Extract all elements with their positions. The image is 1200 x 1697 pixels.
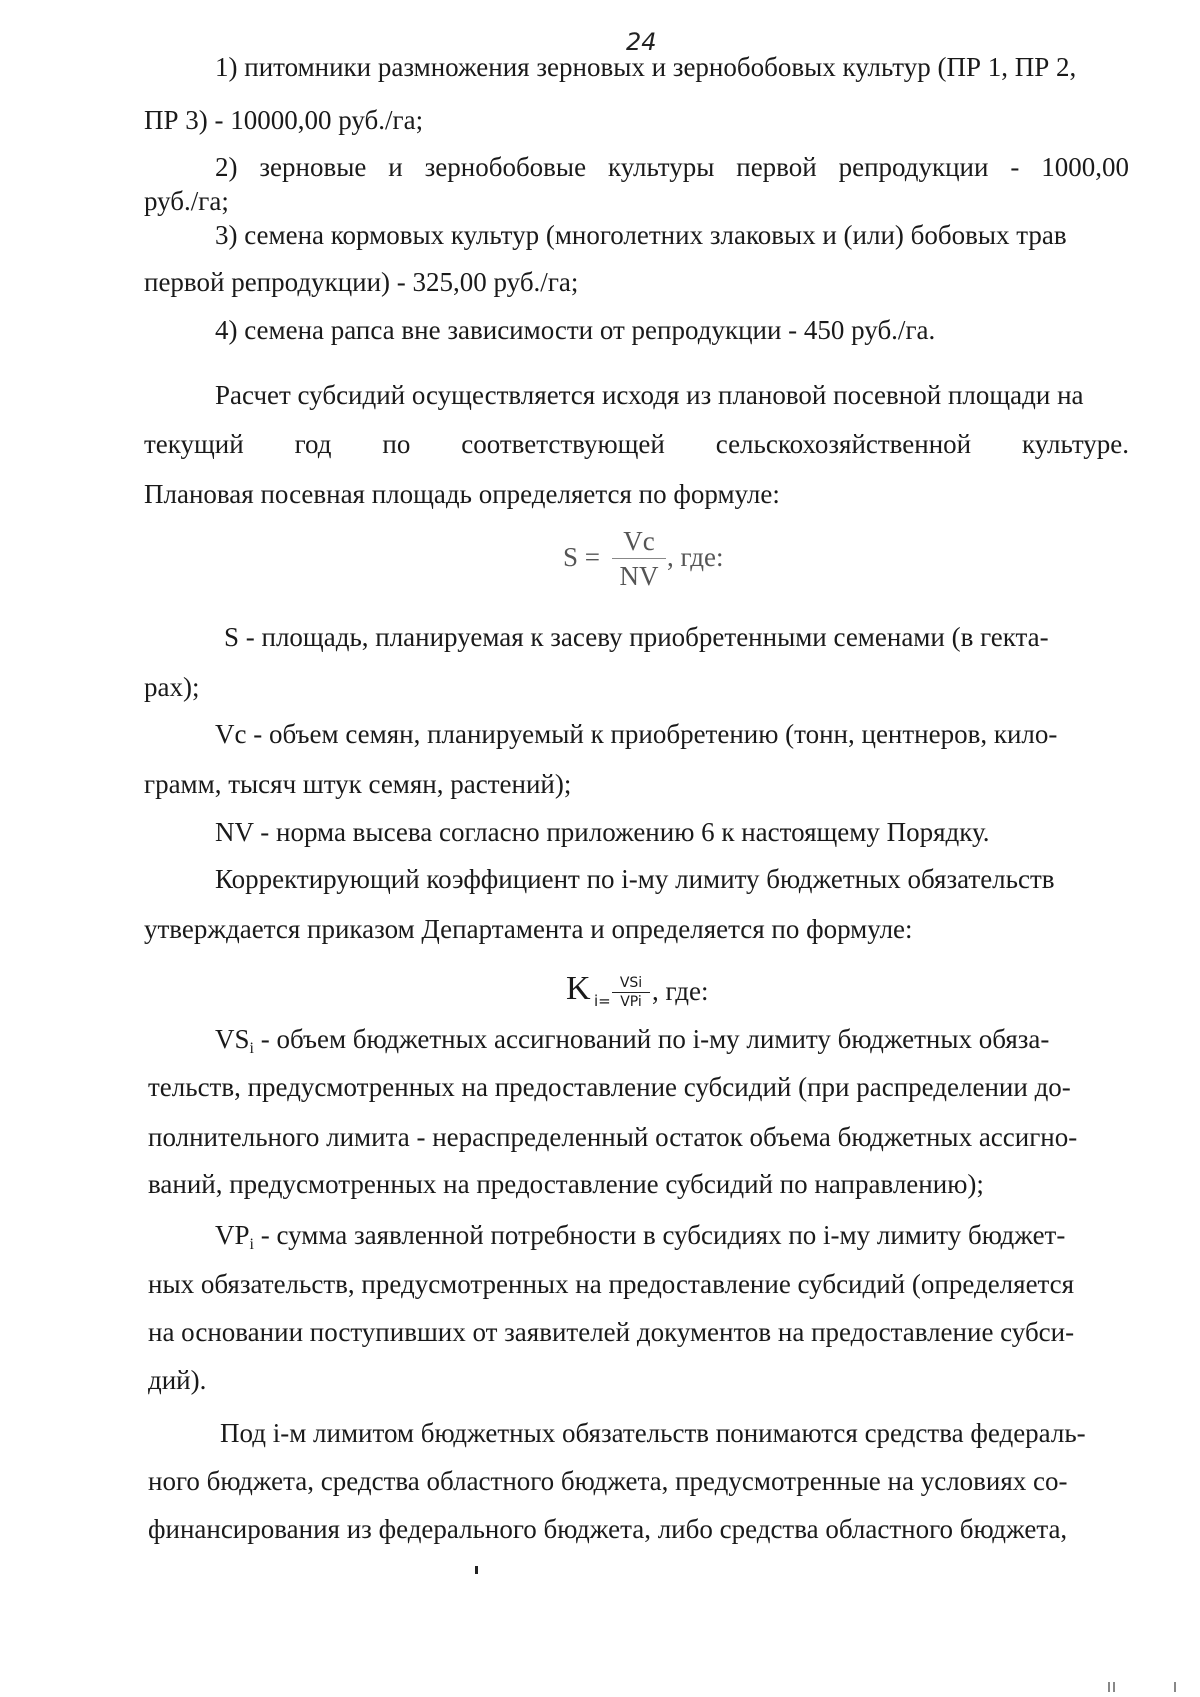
text-line: Под i-м лимитом бюджетных обязательств понимаются средства федераль- bbox=[220, 1418, 1086, 1448]
text-line: полнительного лимита - нераспределенный остаток объема бюджетных ассигно- bbox=[148, 1122, 1078, 1152]
scan-artifact bbox=[1174, 1682, 1176, 1692]
formula-denominator: VPi bbox=[620, 994, 642, 1010]
text-line: на основании поступивших от заявителей документов на предоставление субси- bbox=[148, 1317, 1075, 1347]
text-line: утверждается приказом Департамента и определяется по формуле: bbox=[144, 914, 913, 944]
formula-fraction bbox=[612, 526, 666, 591]
formula-lhs: S = bbox=[563, 542, 600, 572]
text-line: Расчет субсидий осуществляется исходя из плановой посевной площади на bbox=[215, 380, 1084, 410]
fraction-bar bbox=[612, 992, 650, 993]
vp-symbol: VP bbox=[215, 1220, 250, 1250]
text-line: дий). bbox=[148, 1365, 207, 1395]
text-line: рах); bbox=[144, 672, 200, 702]
formula-sown-area bbox=[563, 526, 733, 590]
text-line: руб./га; bbox=[144, 186, 229, 216]
fraction-bar bbox=[612, 558, 666, 559]
vs-subscript: i bbox=[249, 1040, 254, 1057]
formula-fraction bbox=[612, 975, 650, 1010]
text-line: NV - норма высева согласно приложению 6 к настоящему Порядку. bbox=[215, 817, 990, 847]
text-line: 4) семена рапса вне зависимости от репродукции - 450 руб./га. bbox=[215, 315, 936, 345]
scan-artifact bbox=[1113, 1682, 1115, 1692]
text-line: грамм, тысяч штук семян, растений); bbox=[144, 769, 572, 799]
stray-mark bbox=[475, 1566, 478, 1574]
text-line: 3) семена кормовых культур (многолетних злаковых и (или) бобовых трав bbox=[215, 220, 1067, 250]
formula-numerator: Vc bbox=[623, 526, 655, 556]
text-line: Корректирующий коэффициент по i-му лимиту бюджетных обязательств bbox=[215, 864, 1055, 894]
text-line: ного бюджета, средства областного бюджета, предусмотренные на условиях со- bbox=[148, 1466, 1068, 1496]
formula-numerator: VSi bbox=[619, 975, 643, 991]
formula-k-subscript: i= bbox=[594, 992, 611, 1010]
formula-k: K bbox=[566, 970, 591, 1007]
text-line: 2) зерновые и зернобобовые культуры первой репродукции - 1000,00 bbox=[215, 152, 1129, 182]
text-line: финансирования из федерального бюджета, либо средства областного бюджета, bbox=[148, 1514, 1068, 1544]
formula-tail: , где: bbox=[667, 542, 724, 572]
text-line: текущий год по соответствующей сельскохозяйственной культуре. bbox=[144, 429, 1129, 459]
page-number: 24 bbox=[626, 28, 657, 56]
definition-vp bbox=[215, 1218, 1065, 1262]
scan-artifact bbox=[1108, 1682, 1110, 1692]
vs-symbol: VS bbox=[215, 1024, 250, 1054]
text-line: ваний, предусмотренных на предоставление субсидий по направлению); bbox=[148, 1169, 984, 1199]
text-line: Плановая посевная площадь определяется по формуле: bbox=[144, 479, 780, 509]
text-line: первой репродукции) - 325,00 руб./га; bbox=[144, 267, 579, 297]
text-line: тельств, предусмотренных на предоставление субсидий (при распределении до- bbox=[148, 1072, 1071, 1102]
definition-vs bbox=[215, 1022, 1049, 1066]
text-line: 1) питомники размножения зерновых и зернобобовых культур (ПР 1, ПР 2, bbox=[215, 52, 1077, 82]
vs-text: - объем бюджетных ассигнований по i-му лимиту бюджетных обяза- bbox=[253, 1024, 1050, 1054]
formula-denominator: NV bbox=[619, 561, 659, 591]
vp-text: - сумма заявленной потребности в субсидиях по i-му лимиту бюджет- bbox=[253, 1220, 1066, 1250]
text-line: Vc - объем семян, планируемый к приобретению (тонн, центнеров, кило- bbox=[215, 719, 1058, 749]
text-line: S - площадь, планируемая к засеву приобретенными семенами (в гекта- bbox=[224, 622, 1049, 652]
formula-tail: , где: bbox=[652, 976, 709, 1006]
text-line: ПР 3) - 10000,00 руб./га; bbox=[144, 105, 424, 135]
text-line: ных обязательств, предусмотренных на предоставление субсидий (определяется bbox=[148, 1269, 1075, 1299]
vp-subscript: i bbox=[249, 1236, 254, 1253]
